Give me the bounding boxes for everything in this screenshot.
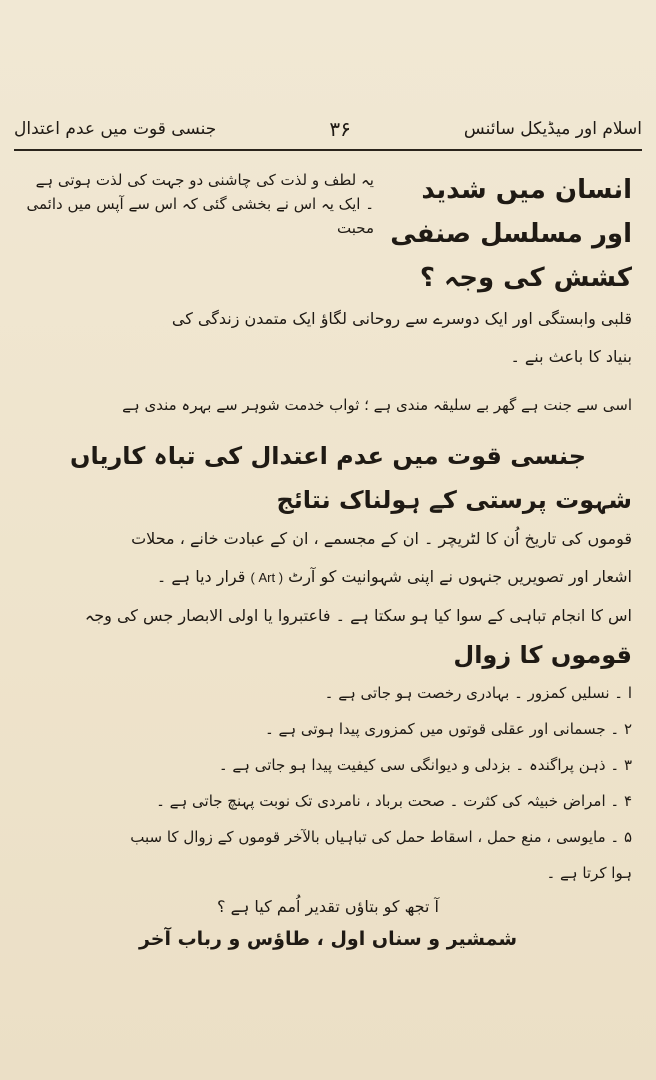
book-title: اسلام اور میڈیکل سائنس	[463, 119, 642, 139]
chapter-title: جنسی قوت میں عدم اعتدال	[14, 119, 217, 139]
verse-line: اسی سے جنت ہے گھر بے سلیقہ مندی ہے ؛ ثواب خدمت شوہر سے بہرہ مندی ہے	[122, 396, 632, 414]
question-heading: انسان میں شدید اور مسلسل صنفی کشش کی وجہ ؟	[390, 175, 632, 293]
decline-list	[24, 675, 632, 891]
page-header	[14, 112, 642, 146]
paragraph-line: بنیاد کا باعث بنے ۔	[510, 347, 632, 366]
page-body	[24, 168, 632, 990]
section1-heading: شہوت پرستی کے ہولناک نتائج	[276, 486, 632, 514]
section1-line-art	[24, 558, 632, 597]
list-item: ۳ ۔ ذہن پراگندہ ۔ بزدلی و دیوانگی سی کیفیت پیدا ہو جاتی ہے ۔	[218, 756, 632, 774]
section1-top	[24, 480, 632, 520]
paragraph-line: قلبی وابستگی اور ایک دوسرے سے روحانی لگاؤ ایک متمدن زندگی کی	[171, 309, 632, 328]
art-label: ( Art )	[250, 570, 284, 585]
main-heading: جنسی قوت میں عدم اعتدال کی تباہ کاریاں	[69, 442, 586, 470]
closing-couplet	[24, 891, 632, 955]
header-rule	[14, 149, 642, 151]
section1-line: قوموں کی تاریخ اُن کا لٹریچر ۔ ان کے مجسمے ، ان کے عبادت خانے ، محلات	[131, 529, 632, 548]
list-item: ا ۔ نسلیں کمزور ۔ بہادری رخصت ہو جاتی ہے ۔	[324, 684, 632, 702]
question-side-text: یہ لطف و لذت کی چاشنی دو جہت کی لذت ہوتی ہے ۔ ایک یہ اس نے بخشی گئی کہ اس سے آپس میں دائمی محبت	[26, 171, 374, 237]
closing-line-1: آ تجھ کو بتاؤں تقدیر اُمم کیا ہے ؟	[217, 897, 439, 916]
section2-heading: قوموں کا زوال	[453, 641, 632, 669]
list-item: ہوا کرتا ہے ۔	[546, 864, 632, 882]
list-item: ۴ ۔ امراض خبیثہ کی کثرت ۔ صحت برباد ، نامردی تک نوبت پہنچ جاتی ہے ۔	[156, 792, 632, 810]
section1-line-text: قرار دیا ہے ۔	[156, 567, 246, 586]
list-item: ۵ ۔ مایوسی ، منع حمل ، اسقاط حمل کی تباہیاں بالآخر قوموں کے زوال کا سبب	[130, 828, 632, 846]
list-item: ۲ ۔ جسمانی اور عقلی قوتوں میں کمزوری پیدا ہوتی ہے ۔	[264, 720, 632, 738]
section1-line: اس کا انجام تباہی کے سوا کیا ہو سکتا ہے ۔ فاعتبروا یا اولی الابصار جس کی وجہ	[84, 606, 632, 625]
closing-line-2: شمشیر و سناں اول ، طاؤس و رباب آخر	[138, 928, 518, 950]
section1-line-text: اشعار اور تصویریں جنہوں نے اپنی شہوانیت کو آرٹ	[288, 567, 632, 586]
page-number: ۳۶	[329, 117, 351, 141]
question-block	[24, 168, 632, 300]
